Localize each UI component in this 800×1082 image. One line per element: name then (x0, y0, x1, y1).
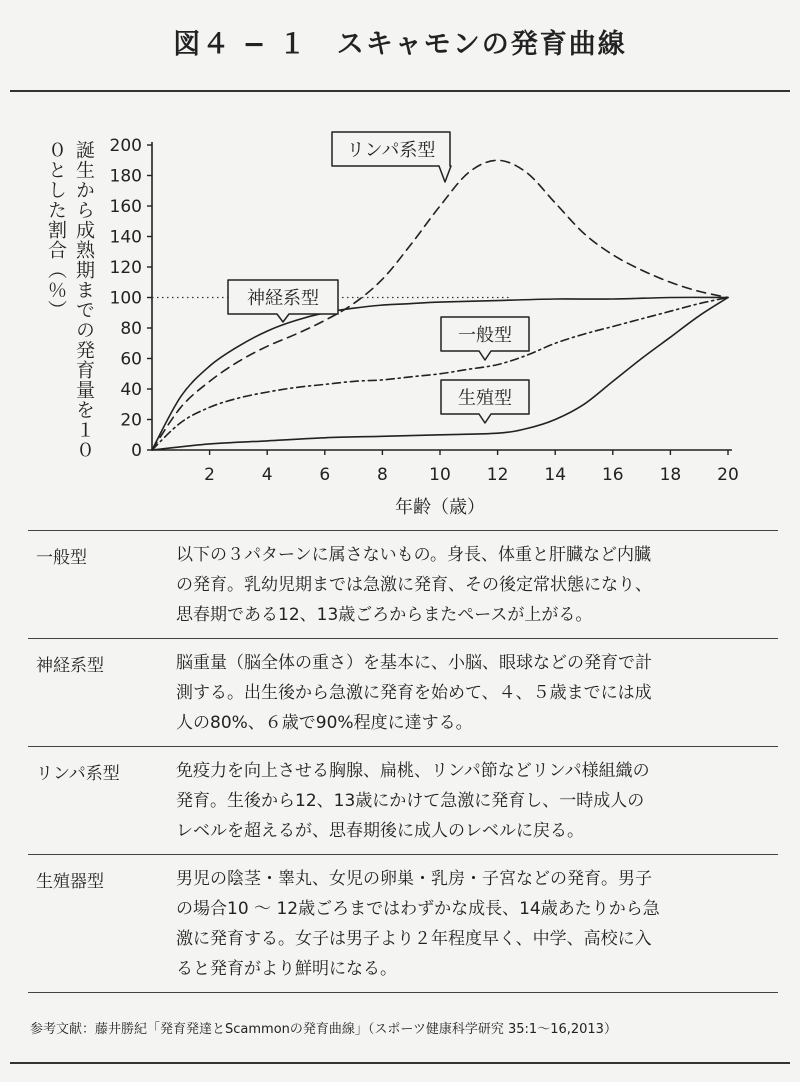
y-tick-label: 40 (120, 380, 142, 400)
description-line: 免疫力を向上させる胸腺、扁桃、リンパ節などリンパ様組織の (176, 761, 650, 781)
description-line: の発育。乳幼児期までは急激に発育、その後定常状態になり、 (176, 575, 652, 595)
x-tick-label: 20 (717, 465, 739, 485)
type-name: 一般型 (36, 548, 87, 568)
type-description (176, 540, 778, 630)
y-tick-label: 60 (120, 349, 142, 370)
description-line: 男児の陰茎・睾丸、女児の卵巣・乳房・子宮などの発育。男子 (176, 869, 652, 889)
description-line: ると発育がより鮮明になる。 (176, 959, 397, 979)
series-general-line (152, 298, 728, 451)
y-tick-label: 180 (109, 166, 142, 187)
x-tick-label: 6 (319, 465, 331, 485)
type-description-table (28, 530, 778, 993)
y-tick-label: 0 (131, 441, 142, 461)
type-description (176, 756, 778, 846)
y-axis-label: 誕生から成熟期までの発育量を１００とした割合（％） (45, 140, 95, 460)
description-line: 以下の３パターンに属さないもの。身長、体重と肝臓など内臓 (176, 545, 651, 565)
x-tick-label: 4 (261, 465, 273, 485)
description-line: の場合10 〜 12歳ごろまではわずかな成長、14歳あたりから急 (176, 899, 660, 919)
type-name: 神経系型 (36, 656, 104, 676)
y-tick-label: 140 (109, 227, 142, 248)
figure-title: 図４ − １ スキャモンの発育曲線 (173, 29, 627, 60)
x-tick-label: 8 (376, 465, 388, 485)
x-tick-label: 16 (601, 465, 624, 485)
x-tick-label: 12 (486, 465, 509, 485)
table-row (28, 638, 778, 746)
callout-genital-label: 生殖型 (458, 388, 512, 409)
y-tick-label: 80 (120, 319, 142, 339)
callout-general-label: 一般型 (458, 325, 512, 346)
table-row (28, 746, 778, 854)
callout-neural-label: 神経系型 (247, 288, 319, 309)
description-line: 人の80%、６歳で90%程度に達する。 (176, 713, 473, 733)
y-tick-label: 120 (109, 258, 142, 278)
description-line: 測する。出生後から急激に発育を始めて、４、５歳までには成 (176, 683, 652, 703)
description-line: 思春期である12、13歳ごろからまたペースが上がる。 (176, 605, 593, 625)
description-line: 発育。生後から12、13歳にかけて急激に発育し、一時成人の (176, 791, 645, 811)
y-tick-label: 20 (120, 410, 142, 431)
y-tick-label: 160 (109, 197, 142, 217)
table-row (28, 530, 778, 638)
type-name: 生殖器型 (36, 872, 104, 892)
x-axis-label: 年齢（歳） (395, 497, 485, 518)
table-row (28, 854, 778, 993)
top-rule (10, 90, 790, 92)
growth-curve-chart (0, 110, 800, 520)
description-line: 脳重量（脳全体の重さ）を基本に、小脳、眼球などの発育で計 (176, 653, 652, 673)
reference-citation: 参考文献：藤井勝紀「発育発達とScammonの発育曲線」（スポーツ健康科学研究 35:1〜16,2013） (30, 1022, 617, 1037)
type-name: リンパ系型 (36, 764, 120, 784)
x-tick-label: 18 (659, 465, 682, 485)
callout-lymphatic-label: リンパ系型 (346, 140, 436, 161)
bottom-rule (10, 1062, 790, 1064)
x-tick-label: 10 (429, 465, 451, 485)
y-tick-label: 100 (109, 288, 142, 309)
description-line: 激に発育する。女子は男子より２年程度早く、中学、高校に入 (176, 929, 652, 949)
y-tick-label: 200 (109, 136, 142, 156)
type-description (176, 648, 778, 738)
type-description (176, 864, 778, 984)
x-tick-label: 14 (544, 465, 567, 485)
x-tick-label: 2 (204, 465, 216, 485)
description-line: レベルを超えるが、思春期後に成人のレベルに戻る。 (176, 821, 584, 841)
